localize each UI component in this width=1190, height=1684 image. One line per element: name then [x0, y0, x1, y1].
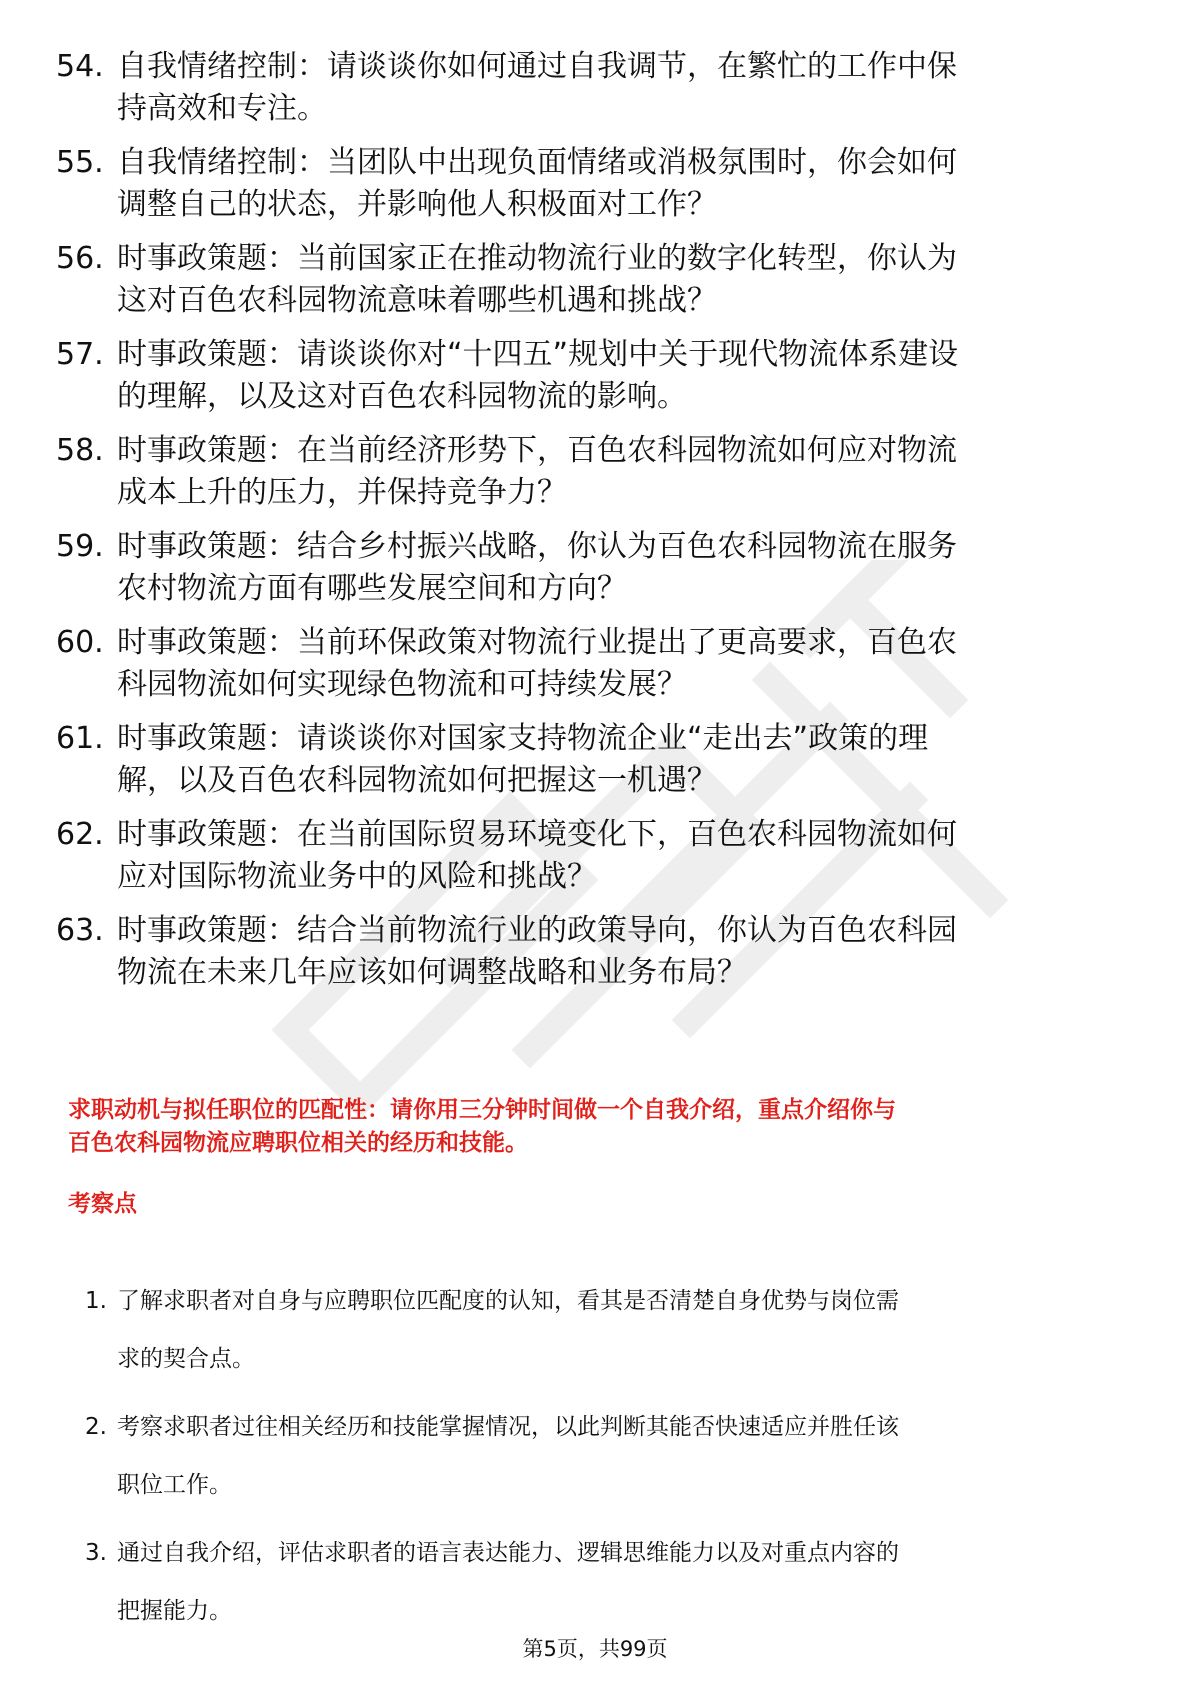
highlight-question: 求职动机与拟任职位的匹配性：请你用三分钟时间做一个自我介绍，重点介绍你与 百色农科园物流应聘职位相关的经历和技能。 [68, 1097, 896, 1156]
question-number: 57. [56, 337, 104, 372]
question-text: 时事政策题：请谈谈你对“十四五”规划中关于现代物流体系建设 的理解，以及这对百色农科园物流的影响。 [117, 337, 959, 414]
question-number: 59. [56, 529, 104, 564]
question-number: 58. [56, 433, 104, 468]
question-text: 自我情绪控制：请谈谈你如何通过自我调节，在繁忙的工作中保 持高效和专注。 [117, 49, 957, 126]
question-list [0, 46, 1190, 1006]
question-number: 54. [56, 49, 104, 84]
question-number: 55. [56, 145, 104, 180]
question-number: 60. [56, 625, 104, 660]
question-text: 时事政策题：当前国家正在推动物流行业的数字化转型，你认为 这对百色农科园物流意味着哪些机遇和挑战？ [117, 241, 957, 318]
point-number: 3. [85, 1540, 107, 1566]
question-item [0, 238, 1190, 334]
question-number: 63. [56, 913, 104, 948]
question-item [0, 814, 1190, 910]
question-item [0, 526, 1190, 622]
question-text: 自我情绪控制：当团队中出现负面情绪或消极氛围时，你会如何 调整自己的状态，并影响他人积极面对工作？ [117, 145, 957, 222]
question-text: 时事政策题：结合乡村振兴战略，你认为百色农科园物流在服务 农村物流方面有哪些发展空间和方向？ [117, 529, 957, 606]
assessment-point [0, 1524, 1190, 1650]
point-number: 2. [85, 1414, 107, 1440]
points-title: 考察点 [68, 1191, 137, 1217]
question-number: 56. [56, 241, 104, 276]
point-text: 考察求职者过往相关经历和技能掌握情况，以此判断其能否快速适应并胜任该 职位工作。 [117, 1414, 899, 1498]
assessment-point [0, 1398, 1190, 1524]
question-text: 时事政策题：当前环保政策对物流行业提出了更高要求，百色农 科园物流如何实现绿色物流和可持续发展？ [117, 625, 957, 702]
question-item [0, 334, 1190, 430]
question-text: 时事政策题：请谈谈你对国家支持物流企业“走出去”政策的理 解，以及百色农科园物流如何把握这一机遇？ [117, 721, 929, 798]
point-text: 了解求职者对自身与应聘职位匹配度的认知，看其是否清楚自身优势与岗位需 求的契合点。 [117, 1288, 899, 1372]
question-number: 61. [56, 721, 104, 756]
page-number: 第5页，共99页 [522, 1637, 668, 1661]
question-text: 时事政策题：结合当前物流行业的政策导向，你认为百色农科园 物流在未来几年应该如何调整战略和业务布局？ [117, 913, 957, 990]
assessment-points-list [0, 1272, 1190, 1650]
point-text: 通过自我介绍，评估求职者的语言表达能力、逻辑思维能力以及对重点内容的 把握能力。 [117, 1540, 899, 1624]
question-item [0, 430, 1190, 526]
question-text: 时事政策题：在当前经济形势下，百色农科园物流如何应对物流 成本上升的压力，并保持竞争力？ [117, 433, 957, 510]
question-item [0, 46, 1190, 142]
assessment-point [0, 1272, 1190, 1398]
question-item [0, 718, 1190, 814]
point-number: 1. [85, 1288, 107, 1314]
question-item [0, 142, 1190, 238]
question-text: 时事政策题：在当前国际贸易环境变化下，百色农科园物流如何 应对国际物流业务中的风险和挑战？ [117, 817, 957, 894]
question-number: 62. [56, 817, 104, 852]
question-item [0, 622, 1190, 718]
question-item [0, 910, 1190, 1006]
